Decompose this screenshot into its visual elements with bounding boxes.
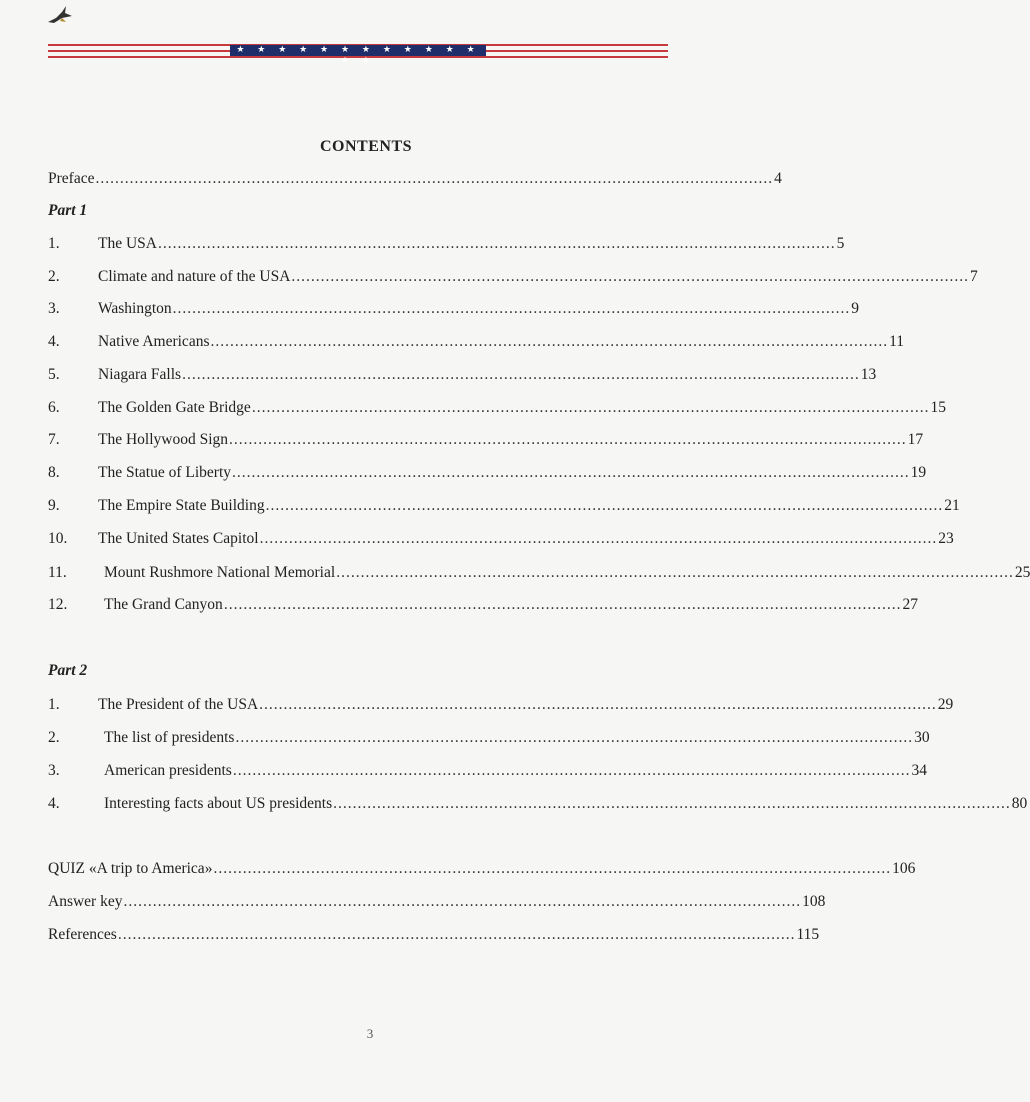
toc-number: 4.	[48, 795, 60, 812]
toc-page: 19	[910, 464, 927, 481]
toc-item[interactable]	[48, 594, 918, 616]
dot-leader: ...........................................................................................................................................	[333, 795, 1011, 812]
toc-label: QUIZ «A trip to America»	[48, 860, 213, 877]
toc-number: 2.	[48, 729, 60, 746]
toc-page: 34	[911, 762, 927, 779]
toc-label: The Statue of Liberty	[98, 464, 231, 481]
star-field: ★ ★ ★ ★ ★ ★ ★ ★ ★ ★ ★ ★ ★ ★	[230, 45, 486, 56]
toc-number: 3.	[48, 762, 60, 779]
toc-page: 29	[937, 696, 954, 713]
toc-number: 10.	[48, 530, 68, 547]
toc-answer-key[interactable]	[48, 891, 826, 913]
toc-item[interactable]	[48, 397, 946, 419]
dot-leader: ...........................................................................................................................................	[172, 300, 851, 317]
toc-preface[interactable]	[48, 168, 782, 190]
toc-number: 1.	[48, 696, 60, 713]
toc-page: 30	[914, 729, 930, 746]
toc-page: 13	[860, 366, 877, 383]
toc-number: 6.	[48, 399, 60, 416]
toc-label: References	[48, 926, 117, 943]
dot-leader: ...........................................................................................................................................	[259, 696, 937, 713]
toc-page: 25	[1014, 564, 1030, 581]
toc-label: Preface	[48, 170, 95, 187]
toc-page: 80	[1011, 795, 1028, 812]
toc-label: Answer key	[48, 893, 123, 910]
part1-heading: Part 1	[48, 202, 88, 219]
dot-leader: ...........................................................................................................................................	[232, 762, 911, 779]
dot-leader: ...........................................................................................................................................	[213, 860, 892, 877]
toc-page: 27	[902, 596, 918, 613]
toc-item[interactable]	[48, 331, 905, 353]
toc-item[interactable]	[48, 495, 960, 517]
toc-number: 5.	[48, 366, 60, 383]
toc-number: 3.	[48, 300, 60, 317]
toc-item[interactable]	[48, 429, 924, 451]
dot-leader: ...........................................................................................................................................	[235, 729, 914, 746]
toc-number: 4.	[48, 333, 60, 350]
toc-item[interactable]	[48, 727, 930, 749]
toc-item[interactable]	[48, 528, 954, 550]
toc-number: 9.	[48, 497, 60, 514]
toc-page: 15	[930, 399, 946, 416]
toc-page: 9	[851, 300, 860, 317]
toc-item[interactable]	[48, 298, 860, 320]
toc-number: 12.	[48, 596, 68, 613]
toc-label: The Golden Gate Bridge	[98, 399, 251, 416]
dot-leader: ...........................................................................................................................................	[229, 431, 907, 448]
toc-label: Washington	[98, 300, 172, 317]
toc-label: The Grand Canyon	[104, 596, 223, 613]
toc-label: American presidents	[104, 762, 232, 779]
toc-page: 5	[836, 235, 845, 252]
toc-number: 1.	[48, 235, 60, 252]
toc-label: The Hollywood Sign	[98, 431, 229, 448]
dot-leader: ...........................................................................................................................................	[210, 333, 889, 350]
dot-leader: ...........................................................................................................................................	[336, 564, 1014, 581]
toc-label: The United States Capitol	[98, 530, 259, 547]
dot-leader: ...........................................................................................................................................	[117, 926, 796, 943]
toc-page: 115	[796, 926, 820, 943]
toc-item[interactable]	[48, 562, 1030, 584]
toc-label: The President of the USA	[98, 696, 259, 713]
dot-leader: ...........................................................................................................................................	[223, 596, 902, 613]
toc-label: Interesting facts about US presidents	[104, 795, 333, 812]
toc-number: 7.	[48, 431, 60, 448]
toc-references[interactable]	[48, 924, 820, 946]
toc-page: 17	[907, 431, 924, 448]
dot-leader: ...........................................................................................................................................	[232, 464, 910, 481]
part2-heading: Part 2	[48, 662, 88, 679]
toc-page: 21	[944, 497, 960, 514]
toc-label: The Empire State Building	[98, 497, 265, 514]
eagle-icon	[46, 4, 74, 26]
toc-page: 11	[889, 333, 905, 350]
toc-item[interactable]	[48, 760, 927, 782]
toc-item[interactable]	[48, 694, 954, 716]
toc-item[interactable]	[48, 266, 978, 288]
toc-page: 23	[938, 530, 954, 547]
dot-leader: ...........................................................................................................................................	[265, 497, 944, 514]
toc-page: 4	[774, 170, 782, 187]
dot-leader: ...........................................................................................................................................	[291, 268, 970, 285]
toc-page: 106	[892, 860, 916, 877]
dot-leader: ...........................................................................................................................................	[182, 366, 860, 383]
toc-item[interactable]	[48, 233, 845, 255]
toc-label: Native Americans	[98, 333, 210, 350]
dot-leader: ...........................................................................................................................................	[251, 399, 930, 416]
toc-label: Climate and nature of the USA	[98, 268, 291, 285]
toc-item[interactable]	[48, 793, 1028, 815]
dot-leader: ...........................................................................................................................................	[157, 235, 836, 252]
toc-page: 108	[802, 893, 826, 910]
toc-label: The USA	[98, 235, 157, 252]
toc-number: 11.	[48, 564, 67, 581]
toc-item[interactable]	[48, 462, 927, 484]
toc-label: The list of presidents	[104, 729, 235, 746]
toc-number: 8.	[48, 464, 60, 481]
flag-banner	[48, 44, 668, 66]
toc-page: 7	[970, 268, 978, 285]
dot-leader: ...........................................................................................................................................	[123, 893, 802, 910]
toc-quiz[interactable]	[48, 858, 916, 880]
dot-leader: ...........................................................................................................................................	[95, 170, 774, 187]
toc-label: Mount Rushmore National Memorial	[104, 564, 336, 581]
toc-item[interactable]	[48, 364, 877, 386]
toc-label: Niagara Falls	[98, 366, 182, 383]
page-number: 3	[366, 1026, 374, 1041]
page-title: CONTENTS	[319, 138, 413, 155]
toc-number: 2.	[48, 268, 60, 285]
dot-leader: ...........................................................................................................................................	[259, 530, 938, 547]
